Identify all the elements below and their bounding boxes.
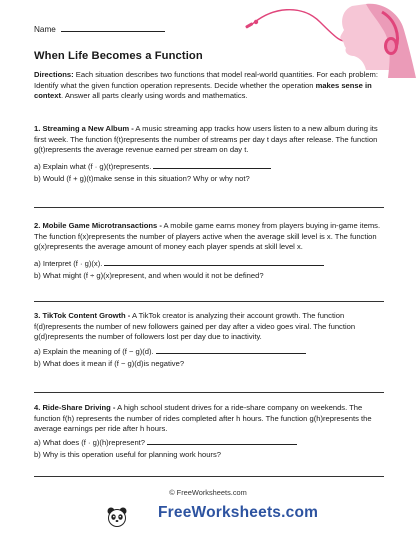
problem-1-answer-a-blank[interactable] — [153, 162, 271, 169]
problem-2-question-a-text: a) Interpret (f · g)(x). — [34, 258, 103, 268]
problem-2-question-b: b) What might (f ÷ g)(x)represent, and when would it not be defined? — [34, 271, 264, 281]
problem-2-title: 2. Mobile Game Microtransactions - — [34, 221, 162, 230]
headphones-girl-illustration — [232, 0, 416, 78]
problem-3-answer-a-blank[interactable] — [156, 347, 306, 354]
problem-3 — [34, 311, 384, 370]
problem-1-title: 1. Streaming a New Album - — [34, 124, 134, 133]
problem-2-answer-a-blank[interactable] — [104, 259, 324, 266]
name-label: Name — [34, 25, 56, 34]
problem-3-question-a-text: a) Explain the meaning of (f − g)(d). — [34, 346, 154, 356]
name-field-row — [34, 24, 165, 34]
problem-1-answer-line[interactable] — [34, 207, 384, 208]
name-input-line[interactable] — [61, 24, 165, 32]
problem-2-body: A mobile game earns money from players buying in-game items. The function f(x)represents the number of players active when the average skill level is x. The function g(x)represents the average amount of money each player spends at skill level x. — [34, 221, 381, 252]
problem-4-question-a-text: a) What does (f · g)(h)represent? — [34, 437, 145, 447]
problem-3-title: 3. TikTok Content Growth - — [34, 311, 131, 320]
problem-3-question-b: b) What does it mean if (f − g)(d)is negative? — [34, 359, 185, 369]
problem-1-question-a — [34, 162, 384, 173]
problem-4-question-a — [34, 438, 384, 449]
footer-copyright: © FreeWorksheets.com — [169, 488, 247, 497]
problem-4-question-b: b) Why is this operation useful for planning work hours? — [34, 450, 221, 460]
music-cable-icon — [245, 10, 350, 42]
directions-label: Directions: — [34, 70, 74, 79]
problem-1-body: A music streaming app tracks how users listen to a new album during its first week. The function f(t)represents the number of streams per day t days after release. The function g(t)represents the average revenue earned per stream on day t. — [34, 124, 378, 155]
directions-emphasis: makes sense in context — [34, 80, 372, 101]
problem-3-question-a — [34, 347, 384, 358]
directions-paragraph — [34, 70, 384, 102]
problem-1 — [34, 124, 384, 185]
worksheet-title: When Life Becomes a Function — [34, 50, 203, 62]
problem-4-title: 4. Ride-Share Driving - — [34, 403, 116, 412]
problem-4-answer-a-blank[interactable] — [147, 438, 297, 445]
problem-4 — [34, 403, 384, 461]
problem-3-answer-line[interactable] — [34, 392, 384, 393]
problem-3-body: A TikTok creator is analyzing their account growth. The function f(d)represents the number of new followers gained per day after a video goes viral. The function g(d)represents the number of followers lost per day due to inactivity. — [34, 311, 356, 342]
problem-1-question-b: b) Would (f + g)(t)make sense in this situation? Why or why not? — [34, 174, 250, 184]
directions-text-2: . Answer all parts clearly using words and mathematics. — [61, 91, 248, 101]
panda-logo-icon — [106, 506, 128, 528]
footer-brand-logo[interactable]: FreeWorksheets.com — [158, 504, 319, 521]
problem-2-question-a — [34, 259, 384, 270]
problem-4-answer-line[interactable] — [34, 476, 384, 477]
problem-4-body: A high school student drives for a ride-share company on weekends. The function f(h) represents the number of rides completed after h hours. The function g(h)represents the average earnings per ride after h hours. — [34, 403, 372, 434]
problem-1-question-a-text: a) Explain what (f · g)(t)represents. — [34, 161, 152, 171]
problem-2 — [34, 221, 384, 282]
problem-2-answer-line[interactable] — [34, 301, 384, 302]
girl-silhouette — [340, 4, 416, 78]
directions-text-1: Each situation describes two functions that model real-world quantities. For each problem: Identify what the given function operation represents. Decide whether the operation — [34, 70, 378, 90]
